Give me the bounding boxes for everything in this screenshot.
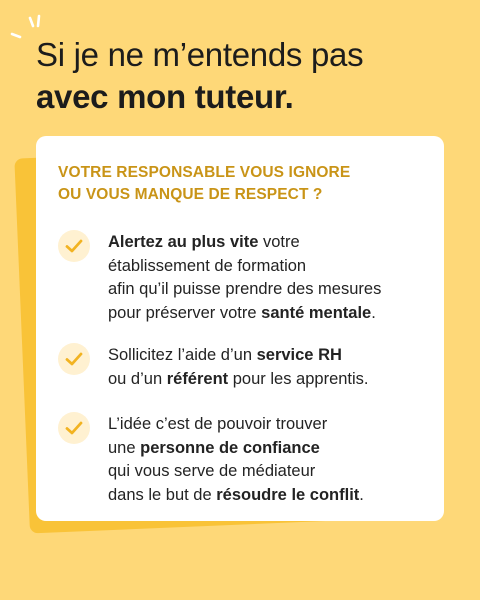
card-heading-line-1: VOTRE RESPONSABLE VOUS IGNORE [58,164,351,181]
list-item-text [108,413,364,507]
text-line: établissement de formation [108,256,307,275]
text-fragment: Sollicitez l’aide d’un [108,346,257,364]
emphasis-mental-health: santé mentale [261,303,372,322]
emphasis-alert: Alertez au plus vite [108,233,259,251]
list-item-text [108,344,369,391]
text-fragment: pour les apprentis. [228,369,369,388]
card-heading-line-2: OU VOUS MANQUE DE RESPECT ? [58,186,323,203]
emphasis-referent: référent [166,369,229,388]
title-line-1: Si je ne m’entends pas [36,36,364,73]
emphasis-hr-service: service RH [256,346,342,364]
text-fragment: dans le but de [108,485,217,504]
text-fragment: ou d’un [108,369,167,388]
page-title [36,34,363,118]
text-fragment: . [359,485,364,504]
text-fragment: une [108,438,141,457]
text-line: L’idée c’est de pouvoir trouver [108,415,328,433]
check-icon [58,343,90,375]
card-heading [58,162,428,206]
text-fragment: votre [258,233,300,251]
check-icon [58,412,90,444]
text-line: qui vous serve de médiateur [108,462,316,480]
emphasis-trusted-person: personne de confiance [140,438,320,457]
text-fragment: . [371,303,376,322]
emphasis-resolve-conflict: résoudre le conflit [216,485,360,504]
check-icon [58,230,90,262]
list-item-text [108,231,381,325]
info-card [36,136,444,521]
title-line-2: avec mon tuteur. [36,78,294,115]
text-fragment: pour préserver votre [108,303,262,322]
text-line: afin qu’il puisse prendre des mesures [108,280,382,298]
